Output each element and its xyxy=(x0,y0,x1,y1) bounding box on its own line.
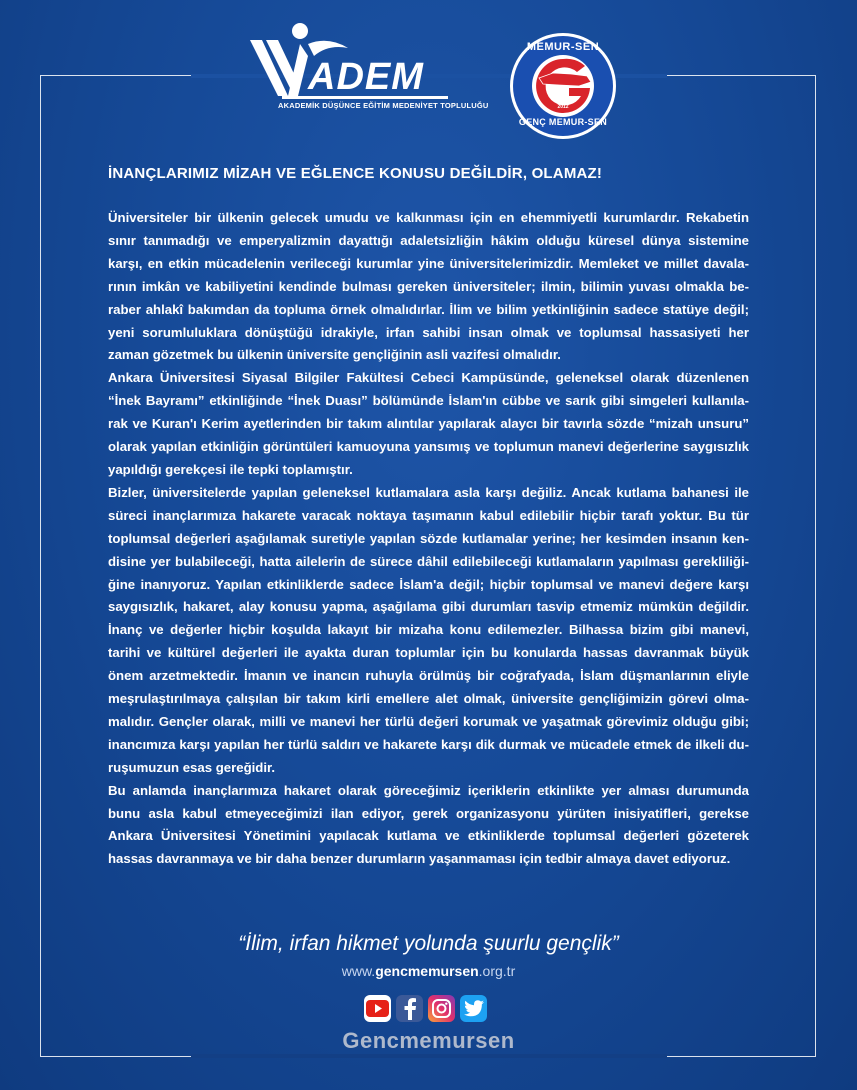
seal-bottom-text: GENÇ MEMUR-SEN xyxy=(518,117,608,127)
body-line: disine yer bulabileceği, hatta ailelerin de sürece dâhil edilebileceği kutlamaların yapılması gerekliliği- xyxy=(108,553,749,569)
body-line: Ankara Üniversitesi Yönetimini yapılacak kutlama ve etkinliklerde toplumsal değerleri gözeterek xyxy=(108,828,749,844)
facebook-icon[interactable] xyxy=(396,995,423,1022)
website-prefix: www. xyxy=(341,963,376,979)
adem-logo xyxy=(248,22,489,117)
body-line: Üniversiteler bir ülkenin gelecek umudu ve kalkınması için en ehemmiyetli kurumlardır. Rekabetin xyxy=(108,210,749,225)
body-line: yapıldığı gerekçesi ile tepki toplamıştır. xyxy=(108,461,353,477)
headline: İNANÇLARIMIZ MİZAH VE EĞLENCE KONUSU DEĞİLDİR, OLAMAZ! xyxy=(108,165,603,182)
body-line: rak ve Kuran'ı Kerim ayetlerinden bir takım alıntılar yapılarak alaycı bir tavırla sözde “mizah unsuru” xyxy=(108,416,749,432)
body-line: süreci inançlarımıza hakarete varacak noktaya taşımanın kabul edilebilir hiçbir tarafı yoktur. Bu tür xyxy=(108,507,749,523)
body-line: İnanç ve değerler hiçbir koşulda lakayıt bir mizaha konu edilemezler. Bilhassa bizim gibi manevi, xyxy=(108,622,749,638)
body-line: sınır tanımadığı ve emperyalizmin dayattığı adaletsizliğin hâkim olduğu küresel dünya sistemine xyxy=(108,232,749,248)
body-line: hassas davranmaya ve bir daha benzer durumların yaşanmaması için tedbir almaya davet ediyoruz. xyxy=(108,851,731,867)
body-line: yeni sorumluluklara dönüştüğü idrakiyle, irfan sahibi insan olmak ve toplumsal hassasiyeti her xyxy=(108,324,749,340)
seal-year: 2012 xyxy=(557,104,569,110)
social-icons xyxy=(364,995,487,1023)
memursen-seal xyxy=(509,32,617,140)
body-line: önem arzetmektedir. İmanın ve inancın ruhuyla örülmüş bir coğrafyada, İslam düşmanlarının eliyle xyxy=(108,668,749,684)
youtube-icon[interactable] xyxy=(364,995,391,1022)
body-line: meşrulaştırılmaya çalışılan bir takım kirli emellere alet olmak, üniversite gençliğimizin görevi olma- xyxy=(108,691,749,707)
body-line: Bizler, üniversitelerde yapılan geleneksel kutlamalara asla karşı değiliz. Ancak kutlama bahanesi ile xyxy=(108,484,749,500)
press-statement-body xyxy=(108,207,749,871)
body-line: malıdır. Gençler olarak, milli ve manevi her türlü değeri korumak ve yaşatmak görevimiz olduğu gibi; xyxy=(108,713,749,729)
instagram-icon[interactable] xyxy=(428,995,455,1022)
body-line: rının imkân ve kabiliyetini kendinde bulması gereken üniversiteler; ilmin, bilimin yuvası olmakla be- xyxy=(108,278,749,294)
body-line: saygısızlık, hakaret, alay konusu yapma, aşağılama gibi durumları tasvip etmemiz mümkün değildir. xyxy=(108,599,749,615)
body-line: Ankara Üniversitesi Siyasal Bilgiler Fakültesi Cebeci Kampüsünde, geleneksel olarak düzenlenen xyxy=(108,370,749,386)
seal-top-text: MEMUR-SEN xyxy=(526,41,600,53)
body-line: tarihi ve kültürel değerleri ile ayakta duran toplumlar için bu konularda hassas davranmak büyük xyxy=(108,645,749,661)
body-line: bunu asla kabul etmeyeceğimizi ilan ediyor, gerek organizasyonu yürüten inisiyatifleri, gerekse xyxy=(108,805,749,821)
adem-subtitle: AKADEMİK DÜŞÜNCE EĞİTİM MEDENİYET TOPLULUĞU xyxy=(278,101,489,110)
body-line: zaman gözetmek bu ülkenin üniversite gençliğinin asli vazifesi olmalıdır. xyxy=(108,347,561,363)
website-link[interactable] xyxy=(0,963,857,979)
frame-gap-bottom xyxy=(191,1054,667,1058)
body-line: ruşumuzun esas gereğidir. xyxy=(108,759,276,775)
adem-wordmark: ADEM xyxy=(308,56,424,98)
brand-name: Gencmemursen xyxy=(342,1028,515,1053)
body-line: “İnek Bayramı” etkinliğinde “İnek Duası” bölümünde İslam'ın cübbe ve sarık gibi simgeleri kullanıla- xyxy=(108,393,749,409)
body-line: raber ahlakî bakımdan da topluma örnek olmalıdırlar. İlim ve bilim yetkinliğinin sadece statüye değil; xyxy=(108,301,749,317)
body-line: olarak yapılan etkinliğin görüntüleri kamuoyuna yansımış ve toplumun manevi değerlerine saygısızlık xyxy=(108,439,749,455)
body-line: Bu anlamda inançlarımıza hakaret olarak göreceğimiz içeriklerin etkinlikte yer alması durumunda xyxy=(108,782,749,798)
website-domain: gencmemursen xyxy=(375,963,479,979)
slogan: “İlim, irfan hikmet yolunda şuurlu gençlik” xyxy=(238,932,619,955)
body-line: ğine inanıyoruz. Yapılan etkinliklerde sadece İslam'a değil; hiçbir toplumsal ve manevi değere karşı xyxy=(108,576,749,592)
body-line: inancımıza karşı yapılan her türlü saldırı ve hakarete karşı dik durmak ve mücadele etmek de ilkeli du- xyxy=(108,736,749,752)
twitter-icon[interactable] xyxy=(460,995,487,1022)
body-line: karşı, en etkin mücadelenin verileceği kurumlar yine üniversitelerimizdir. Memleket ve millet davala- xyxy=(108,255,749,271)
website-suffix: .org.tr xyxy=(478,963,516,979)
body-line: toplumsal değerleri aşağılamak suretiyle yapılan sözde kutlamalar yerine; her kesimden insanın ken- xyxy=(108,530,749,546)
